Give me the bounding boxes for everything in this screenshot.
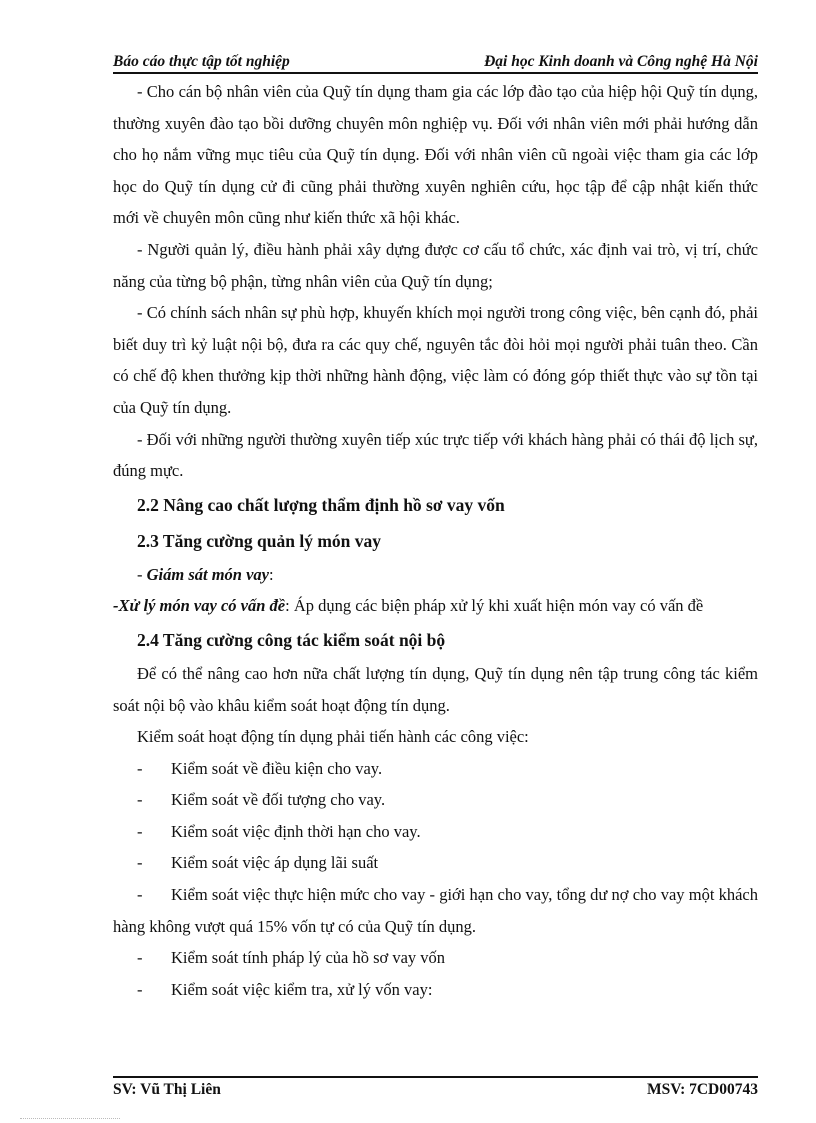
list-bullet: -: [137, 853, 143, 873]
paragraph-control-intro: Để có thể nâng cao hơn nữa chất lượng tín dụng, Quỹ tín dụng nên tập trung công tác kiểm soát nội bộ vào khâu kiểm soát hoạt động tín dụng.: [113, 663, 758, 715]
list-item-text: Kiểm soát việc áp dụng lãi suất: [171, 853, 379, 873]
list-item: [113, 974, 758, 1006]
list-bullet: -: [137, 758, 143, 778]
list-bullet: -: [137, 821, 143, 841]
heading-2-3: 2.3 Tăng cường quản lý món vay: [137, 530, 382, 551]
header-report-title: Báo cáo thực tập tốt nghiệp: [113, 53, 290, 70]
list-item: [113, 942, 758, 974]
paragraph-control-lead: Kiểm soát hoạt động tín dụng phải tiến hành các công việc:: [137, 727, 529, 747]
loan-handling-text: : Áp dụng các biện pháp xử lý khi xuất hiện món vay có vấn đề: [285, 596, 704, 616]
page-footer: [113, 1081, 758, 1103]
list-bullet: -: [137, 790, 143, 810]
heading-2-4: 2.4 Tăng cường công tác kiểm soát nội bộ: [137, 629, 446, 650]
footer-student-id: MSV: 7CD00743: [647, 1081, 758, 1098]
page-body: [113, 76, 758, 1005]
paragraph-customer-attitude: - Đối với những người thường xuyên tiếp xúc trực tiếp với khách hàng phải có thái độ lịch sự, đúng mực.: [113, 429, 758, 481]
loan-handling-prefix: -: [113, 596, 119, 616]
list-item-text: Kiểm soát việc kiểm tra, xử lý vốn vay:: [171, 979, 433, 999]
list-item: [113, 816, 758, 848]
header-university: Đại học Kinh doanh và Công nghệ Hà Nội: [484, 53, 758, 70]
loan-handling-line: [113, 590, 758, 622]
list-item: [113, 784, 758, 816]
list-item: [113, 847, 758, 879]
list-item-text: Kiểm soát về điều kiện cho vay.: [171, 758, 383, 778]
header-divider: [113, 72, 758, 74]
list-item-text: Kiểm soát việc định thời hạn cho vay.: [171, 821, 421, 841]
list-item: [113, 879, 758, 942]
list-item-text: Kiểm soát tính pháp lý của hồ sơ vay vốn: [171, 948, 446, 968]
list-item: [113, 753, 758, 785]
loan-handling-label: Xử lý món vay có vấn đề: [118, 596, 286, 616]
list-item-text: Kiểm soát việc thực hiện mức cho vay - giới hạn cho vay, tổng dư nợ cho vay một khách hàng không vượt quá 15% vốn tự có của Quỹ tín dụng.: [113, 885, 758, 936]
footer-student-name: SV: Vũ Thị Liên: [113, 1081, 221, 1098]
loan-monitoring-prefix: -: [137, 564, 147, 584]
loan-monitoring-line: [113, 559, 758, 591]
loan-monitoring-label: Giám sát món vay: [146, 564, 269, 584]
list-bullet: -: [137, 979, 143, 999]
list-bullet: -: [137, 885, 143, 905]
list-item-text: Kiểm soát về đối tượng cho vay.: [171, 790, 386, 810]
paragraph-hr-policy: - Có chính sách nhân sự phù hợp, khuyến khích mọi người trong công việc, bên cạnh đó, phải biết duy trì kỷ luật nội bộ, đưa ra các quy chế, nguyên tắc đòi hỏi mọi người phải tuân theo. Cần có chế độ khen thưởng kịp thời những hành động, việc làm có đóng góp thiết thực vào sự tồn tại của Quỹ tín dụng.: [113, 303, 758, 417]
heading-2-2: 2.2 Nâng cao chất lượng thẩm định hồ sơ vay vốn: [137, 494, 505, 515]
loan-monitoring-suffix: :: [269, 564, 274, 584]
page-header: [113, 51, 758, 73]
paragraph-organization: - Người quản lý, điều hành phải xây dựng được cơ cấu tổ chức, xác định vai trò, vị trí, chức năng của từng bộ phận, từng nhân viên của Quỹ tín dụng;: [113, 239, 758, 291]
paragraph-staff-training: - Cho cán bộ nhân viên của Quỹ tín dụng tham gia các lớp đào tạo của hiệp hội Quỹ tín dụng, thường xuyên đào tạo bồi dưỡng chuyên môn nghiệp vụ. Đối với nhân viên mới phải hướng dẫn cho họ nắm vững mục tiêu của Quỹ tín dụng. Đối với nhân viên cũ ngoài việc tham gia các lớp học do Quỹ tín dụng cử đi cũng phải thường xuyên nghiên cứu, học tập để cập nhật kiến thức mới về chuyên môn cũng như kiến thức xã hội khác.: [113, 82, 758, 228]
bottom-dotted-mark: [20, 1118, 120, 1119]
footer-divider: [113, 1076, 758, 1078]
list-bullet: -: [137, 948, 143, 968]
